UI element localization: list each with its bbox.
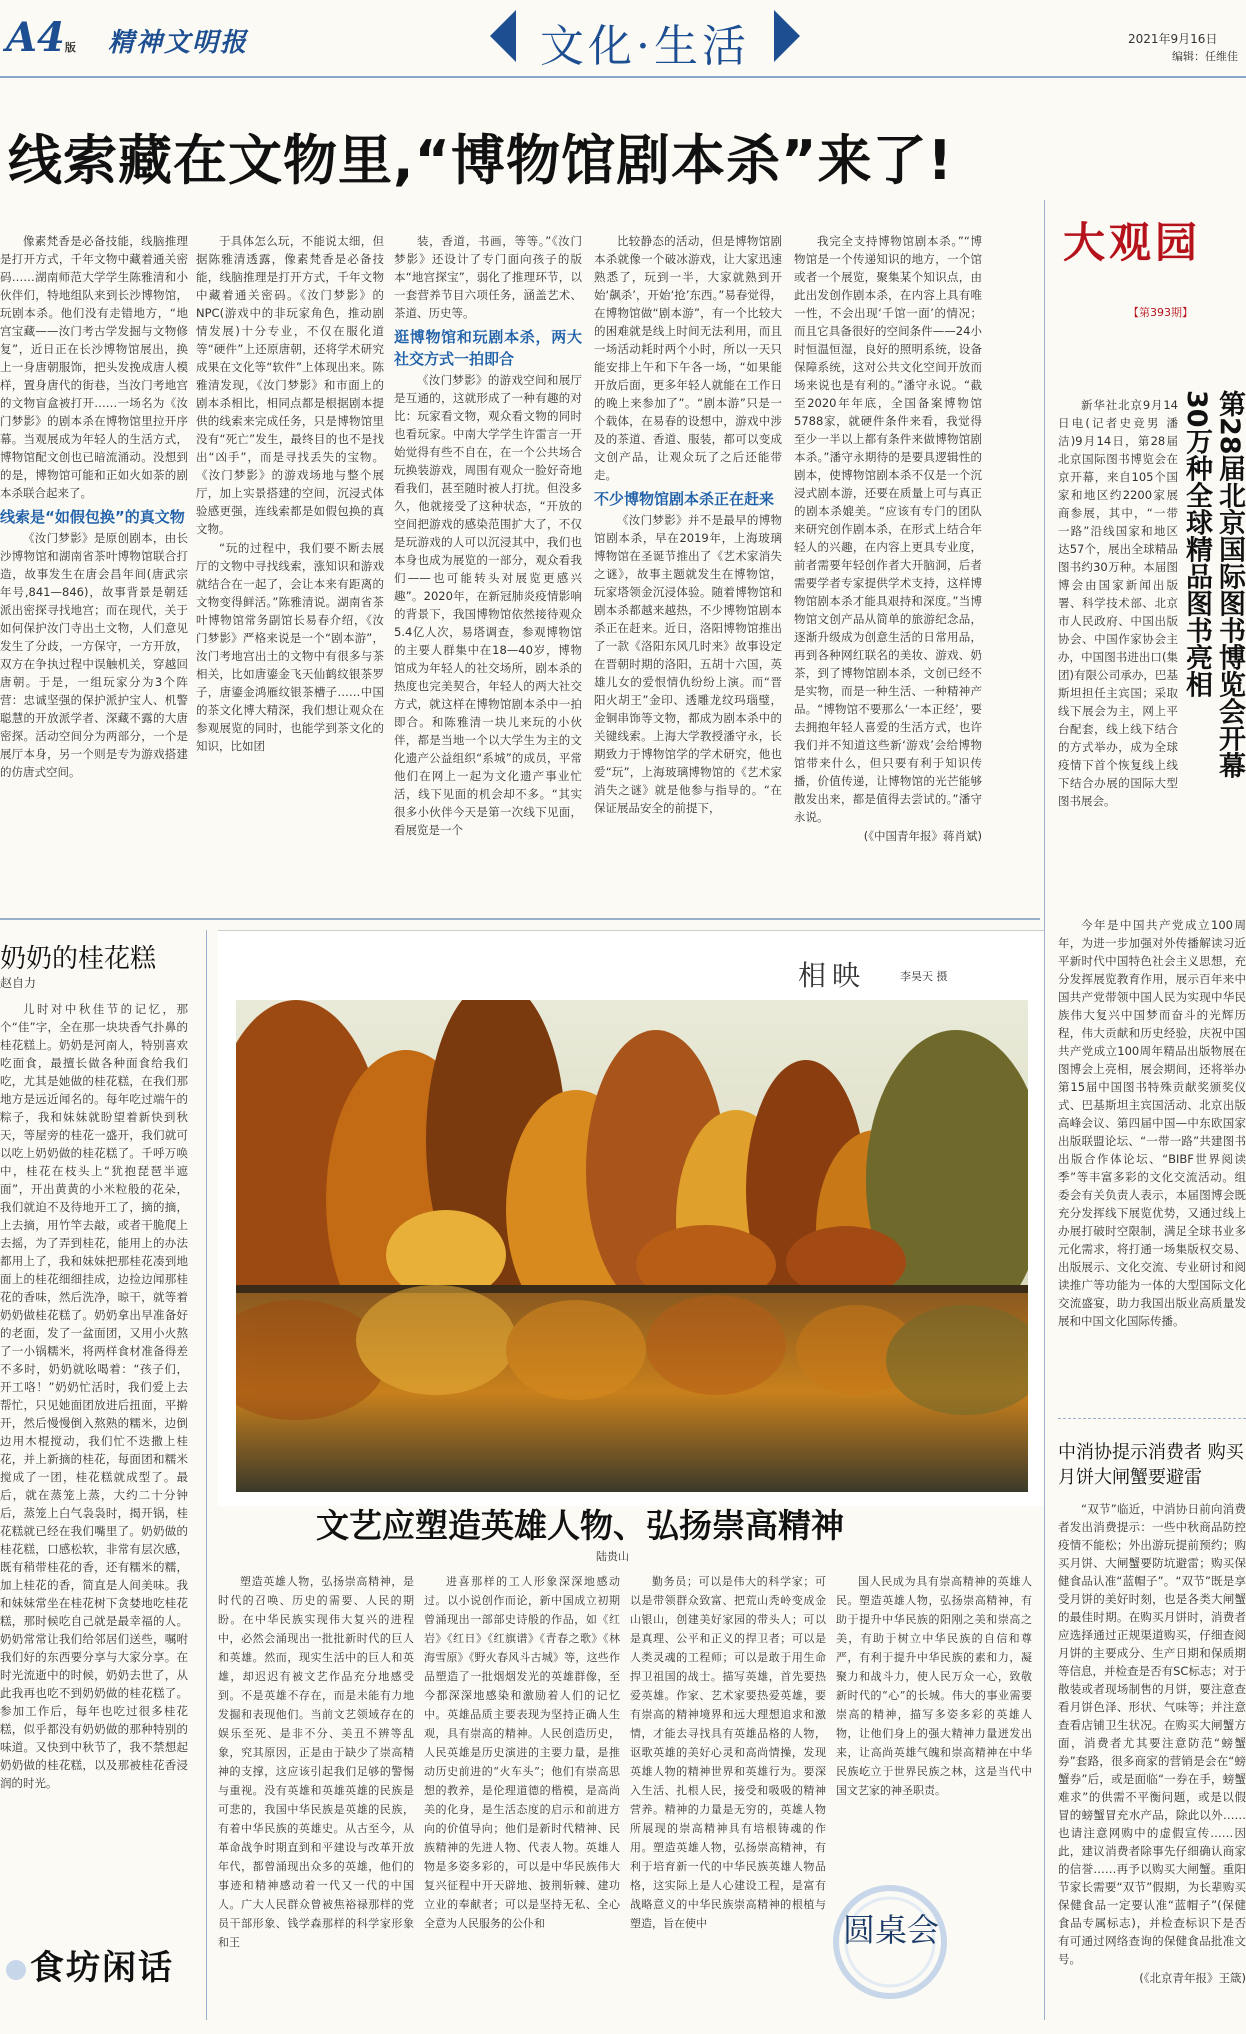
issue-number: 【第393期】 (1128, 306, 1193, 319)
essay-column-2 (424, 1572, 620, 2026)
paper-name: 精神文明报 (108, 28, 249, 58)
essay-column-1 (218, 1572, 414, 2026)
section-divider (0, 918, 1040, 920)
consumer-source: (《北京青年报》王箴) (1139, 1971, 1246, 1985)
page-suffix: 版 (64, 41, 76, 54)
page-date: 2021年9月16日 (1128, 32, 1218, 46)
photo-title: 相映 (798, 959, 867, 992)
essay-text: 国人民成为具有崇高精神的英雄人民。塑造英雄人物，弘扬崇高精神，有助于提升中华民族的阳刚之美和崇高之美，有助于树立中华民族的自信和尊严，有利于提升中华民族的素和力，凝聚力和战斗力，使人民万众一心，致敬新时代的“心”的长城。伟大的事业需要崇高的精神，描写多姿多彩的英雄人物，让他们身上的强大精神力量迸发出来，让高尚英雄气魄和崇高精神在中华民族屹立于世界民族之林，这是当代中国文艺家的神圣职责。 (836, 1575, 1032, 1797)
section-title: 文化·生活 (540, 21, 750, 72)
article-paragraph: 于具体怎么玩，不能说太细，但据陈雅清透露，像素梵香是必备技能，线脑推理是打开方式，千年文物中藏着通关密码。《汝门梦影》的NPC(游戏中的非玩家角色，推动剧情发展)十分专业，不仅在服化道等“硬件”上还原唐朝，还将学术研究成果在文化等“软件”上体现出来。陈雅清发现，《汝门梦影》和市面上的剧本杀相比，相同点都是根据剧本提供的线索来完成任务，只是博物馆里没有“死亡”发生，最终目的也不是找出“凶手”，而是寻找丢失的宝物。《汝门梦影》的游戏场地与整个展厅，加上实景搭建的空间，沉浸式体验感更强，连线索都是如假包换的真文物。 (196, 234, 384, 536)
autumn-lake-illustration (236, 1000, 1028, 1492)
essay-text: 进喜那样的工人形象深深地感动过。以小说创作而论，新中国成立初期曾涌现出一部部史诗般的作品，如《红岩》《红日》《红旗谱》《青春之歌》《林海雪原》《野火春风斗古城》等，这些作品塑造了一批烟烟发光的英雄群像，至今都深深地感染和激励着人们的记忆中。英雄品质主要表现为坚持正确人生观，具有崇高的精神。人民创造历史，人民英雄是历史演进的主要力量，是推动历史前进的“火车头”；他们有崇高思想的教养，是伦理道德的楷模，是高尚美的化身，是生活态度的启示和前进方向的价值导向；他们是新时代精神、民族精神的先进人物、代表人物。英雄人物是多姿多彩的，可以是中华民族伟大复兴征程中开天辟地、披荆斩棘、建功立业的奉献者；可以是坚持无私、全心全意为人民服务的公仆和 (424, 1575, 620, 1930)
article-paragraph: 像素梵香是必备技能，线脑推理是打开方式，千年文物中藏着通关密码……湖南师范大学学生陈雅清和小伙伴们，特地组队来到长沙博物馆，玩剧本杀。他们没有走错地方，“地宫宝藏——汝门考古学发掘与文物修复”，近日正在长沙博物馆展出，换上一身唐朝服饰，把头发挽成唐人模样，置身唐代的街巷，当汝门考地宫的文物盲盒被打开……一场名为《汝门梦影》的剧本杀在博物馆里拉开序幕。当观展成为年轻人的生活方式，博物馆配文创也已暗流涌动。没想到的是，博物馆可能和正如火如荼的剧本杀联合起来了。 (0, 234, 188, 500)
roundtable-column-label: 圆桌会 (842, 1911, 939, 1949)
article-paragraph: 我完全支持博物馆剧本杀。”“博物馆是一个传递知识的地方，一个馆或者一个展览，聚集某个知识点，由此出发创作剧本杀，在内容上具有唯一性，不会出现‘千馆一面’的情况；而且它具备很好的空间条件——24小时恒温恒湿，良好的照明系统，设备保障系统，这对公共文化空间开放而场来说也是有利的。”潘守永说。“截至2020年年底，全国备案博物馆5788家，就硬件条件来看，我觉得至少一半以上都有条件来做博物馆剧本杀。”潘守永期待的是要具逻辑性的剧本，使博物馆剧本杀不仅是一个沉浸式剧本游，还要在质量上可与真正的剧本杀媲美。“应该有专门的团队来研究创作剧本杀，在形式上结合年轻人的兴趣，在内容上更具专业度，前者需要年轻创作者大开脑洞，后者需要学者专家提供学术支持，这样博物馆剧本杀才能具艰持和深度。”当博物馆文创产品从简单的旅游纪念品，逐渐升级成为创意生活的日常用品，再到各种网红联名的美妆、游戏、奶茶，到了博物馆剧本杀，文创已经不是实物，而是一种生活、一种精神产品。“博物馆不要那么‘一本正经’，要去拥抱年轻人喜爱的生活方式，也许我们并不知道这些新‘游戏’会给博物馆带来什么，但只要有利于知识传播，价值传递，让博物馆的光芒能够散发出来，都是值得去尝试的。”潘守永说。 (794, 234, 982, 824)
book-fair-column (1058, 396, 1178, 866)
page-headline: 线索藏在文物里,“博物馆剧本杀”来了! (8, 129, 954, 192)
article-source: (《中国青年报》蒋肖斌) (863, 829, 982, 843)
grandma-story-author: 赵自力 (0, 976, 37, 990)
article-column-1 (0, 232, 188, 904)
essay-title: 文艺应塑造英雄人物、弘扬崇高精神 (316, 1506, 844, 1545)
page-number-text: A4 (6, 14, 65, 61)
grandma-story-title: 奶奶的桂花糕 (0, 944, 157, 974)
book-fair-column-2 (1058, 916, 1246, 1378)
column-logo: 大观园 (1063, 218, 1202, 267)
grandma-story-column (0, 1000, 188, 1920)
page-editor: 编辑：任维佳 (1172, 50, 1238, 63)
food-column-logo (6, 1940, 174, 1989)
article-paragraph: 《汝门梦影》的游戏空间和展厅是互通的，这就形成了一种有趣的对比：玩家看文物，观众看文物的同时也看玩家。中南大学学生许雷言一开始觉得有些不自在，在一个公共场合玩换装游戏，周围有观众一脸好奇地看我们，甚至随时被人打扰。但没多久，他就接受了这种状态，“开放的空间把游戏的感染范围扩大了，不仅是玩游戏的人可以沉浸其中，我们也本身也成为展览的一部分，观众看我们——也可能转头对展览更感兴趣”。2020年，在新冠肺炎疫情影响的背景下，我国博物馆依然接待观众5.4亿人次，易塔调查，参观博物馆的主要人群集中在18—40岁，博物馆成为年轻人的社交场所，剧本杀的热度也完美契合，年轻人的两大社交方式，就这样在博物馆剧本杀中一拍即合。和陈雅清一块儿来玩的小伙伴，都是当地一个以大学生为主的文化遗产公益组织“系城”的成员，平常他们在网上一起为文化遗产事业忙活，线下见面的机会却不多。“其实很多小伙伴今天是第一次线下见面，看展览是一个 (394, 373, 582, 837)
book-fair-text: 新华社北京9月14日电(记者史竞男 潘洁)9月14日，第28届北京国际图书博览会在京开幕，来自105个国家和地区约2200家展商参展，其中，“一带一路”沿线国家和地区达57个，展出全球精品图书约30万种。本届图博会由国家新闻出版署、科学技术部、北京市人民政府、中国出版协会、中国作家协会主办，中国图书进出口(集团)有限公司承办，巴基斯坦担任主宾国；采取线下展会为主，网上平台配套，线上线下结合的方式举办，成为全球疫情下首个恢复线上线下结合办展的国际大型图书展会。 (1058, 398, 1178, 808)
article-column-4 (594, 232, 782, 904)
autumn-lake-photo (236, 1000, 1028, 1492)
consumer-headline: 中消协提示消费者 购买月饼大闸蟹要避雷 (1058, 1442, 1244, 1488)
column-divider (206, 930, 207, 2020)
section-banner (490, 6, 800, 72)
consumer-text: “双节”临近，中消协日前向消费者发出消费提示：一些中秋商品防控疫情不能松；外出游玩提前预约；购买月饼、大闸蟹要防坑避雷；购买保健食品认准“蓝帽子”。“双节”既是享受月饼的美好时刻，也是各类大闸蟹的最佳时期。在购买月饼时，消费者应选择通过正规渠道购买，仔细查阅月饼的主要成分、生产日期和保质期等信息，并检查是否有SC标志；对于散装或者现场制售的月饼，要注意查看月饼色泽、形状、气味等；并注意查看店铺卫生状况。在购买大闸蟹方面，消费者尤其要注意防范“螃蟹券”套路，很多商家的营销是会在“螃蟹券”后，或是面临“一券在手，螃蟹难求”的供需不平衡问题，或是以假冒的螃蟹冒充水产品，除此以外……也请注意网购中的虚假宣传……因此，建议消费者除事先仔细确认商家的信誉……再予以购买大闸蟹。重阳节家长需要“双节”假期，为长辈购买保健食品一定要认准“蓝帽子”(保健食品专属标志)，并检查标识下是否有可通过网络查询的保健食品批准文号。 (1058, 1502, 1246, 1966)
essay-author: 陆贵山 (596, 1550, 629, 1563)
sidebar-divider (1058, 1418, 1246, 1419)
essay-column-3 (630, 1572, 826, 2026)
article-subheading: 不少博物馆剧本杀正在赶来 (594, 490, 775, 508)
essay-text: 勤务员；可以是伟大的科学家；可以是带领群众致富、把荒山秃岭变成金山银山，创建美好家园的带头人；可以是真理、公平和正义的捍卫者；可以是人类灵魂的工程师；可以是敢于用生命捍卫祖国的战士。描写英雄，首先要热爱英雄。作家、艺术家要热爱英雄，要有崇高的精神境界和远大理想追求和激情，才能去寻找具有英雄品格的人物，讴歌英雄的美好心灵和高尚情操，发现英雄人物的精神世界和英雄行为。要深入生活、扎根人民，接受和吸吸的精神营养。精神的力量是无穷的，英雄人物所展现的崇高精神具有培根铸魂的作用。塑造英雄人物，弘扬崇高精神，有利于培育新一代的中华民族英雄人物品格，这实际上是人心建设工程，是富有战略意义的中华民族崇高精神的根植与塑造，旨在使中 (630, 1575, 826, 1930)
photo-credit: 李昊天 摄 (900, 970, 948, 983)
left-arrow-icon (490, 10, 516, 62)
article-column-3 (394, 232, 582, 904)
article-subheading: 线索是“如假包换”的真文物 (0, 508, 185, 526)
food-column-dot-icon (6, 1960, 26, 1980)
essay-text: 塑造英雄人物，弘扬崇高精神，是时代的召唤、历史的需要、人民的期盼。在中华民族实现伟大复兴的进程中，必然会涌现出一批批新时代的巨人和英雄。然而，现实生活中的巨人和英雄，却迟迟有被文艺作品充分地感受到。不是英雄不存在，而是未能有力地发掘和表现他们。当前文艺领域存在的娱乐至死、是非不分、美丑不辨等乱象，究其原因，正是由于缺少了崇高精神的支撑，这应该引起我们足够的警惕与重视。没有英雄和英雄英雄的民族是可悲的，我国中华民族是英雄的民族，有着中华民族的英雄史。从古至今，从革命战争时期直到和平建设与改革开放年代，都曾涌现出众多的英雄，他们的事迹和精神感动着一代又一代的中国人。广大人民群众曾被焦裕禄那样的党员干部形象、钱学森那样的科学家形象和王 (218, 1575, 414, 1949)
article-column-5 (794, 232, 982, 904)
article-paragraph: 比较静态的活动，但是博物馆剧本杀就像一个破冰游戏，让大家迅速熟悉了，玩到一半，大家就熟到开始‘飙杀’，开始‘抢’东西。”易春觉得，在博物馆做“剧本游”，有一个比较大的困难就是线上时间无法利用，而且一场活动耗时两个小时，所以一天只能安排上午和下午各一场，“如果能开放后面，更多年轻人就能在工作日的晚上来参加了”。“剧本游”只是一个载体，在易春的设想中，游戏中涉及的茶道、香道、服装，都可以变成文创产品，让观众玩了之后还能带走。 (594, 234, 782, 482)
article-column-2 (196, 232, 384, 904)
book-fair-headline: 第28届北京国际图书博览会开幕 30万种全球精品图书亮相 (1181, 390, 1245, 779)
article-paragraph: 装，香道，书画，等等。”《汝门梦影》还设计了专门面向孩子的版本“地宫探宝”，弱化了推理环节，以一套营养节目六项任务，涵盖艺术、茶道、历史等。 (394, 234, 582, 320)
article-paragraph: “玩的过程中，我们要不断去展厅的文物中寻找线索，涨知识和游戏就结合在一起了，会让本来有距离的文物变得鲜活。”陈雅清说。湖南省茶叶博物馆常务副馆长易春介绍，《汝门梦影》严格来说是一个“剧本游”，汝门考地宫出土的文物中有很多与茶相关，比如唐鎏金飞天仙鹤纹银茶罗子，唐鎏金鸿雁纹银茶槽子……中国的茶文化博大精深，我们想让观众在参观展览的同时，也能学到茶文化的知识，比如团 (196, 541, 384, 753)
article-subheading: 逛博物馆和玩剧本杀，两大社交方式一拍即合 (394, 328, 582, 368)
article-paragraph: 《汝门梦影》并不是最早的博物馆剧本杀，早在2019年，上海玻璃博物馆在圣诞节推出了《艺术家消失之谜》，故事主题就发生在博物馆，玩家塔领金沉浸体验。随着博物馆和剧本杀都越来越热，不少博物馆剧本杀正在赶来。近日，洛阳博物馆推出了一款《洛阳东风几时来》故事设定在晋朝时期的洛阳，五胡十六国，英雄儿女的爱恨情仇纷纷上演。而“晋阳火胡王”金印、透雕龙纹玛瑙璧，金铜串饰等文物，都成为剧本杀中的关键线索。上海大学教授潘守永，长期致力于博物馆学的学术研究，他也爱“玩”，上海玻璃博物馆的《艺术家消失之谜》就是他参与指导的。“在保证展品安全的前提下， (594, 513, 782, 815)
right-arrow-icon (774, 10, 800, 62)
essay-column-4 (836, 1572, 1032, 1872)
column-divider (1044, 200, 1045, 2020)
grandma-story-text: 儿时对中秋佳节的记忆，那个“佳”字，全在那一块块香气扑鼻的桂花糕上。奶奶是河南人，特别喜欢吃面食，最擅长做各种面食给我们吃，尤其是她做的桂花糕，在我们那地方是远近闻名的。每年吃过端午的粽子，我和妹妹就盼望着新快到秋天，等屋旁的桂花一盛开，我们就可以吃上奶奶做的桂花糕了。千呼万唤中，桂花在枝头上“犹抱琵琶半遮面”，开出黄黄的小米粒般的花朵，我们就迫不及待地开工了，摘的摘，上去摘，用竹竿去敲，或者干脆爬上去摇，为了弄到桂花，能用上的办法都用上了，我和妹妹把那桂花凑到地面上的桂花细细挂成，边捡边闻那桂花的香味，然后洗净，晾干，就等着奶奶做桂花糕了。奶奶拿出早准备好的老面，发了一盆面团，又用小火熬了一小锅糯米，将两样食材准备得差不多时，奶奶就吆喝着：“孩子们，开工咯！”奶奶忙活时，我们爱上去帮忙，只见她面团放进后扭面，平擀开，然后慢慢倒入熬熟的糯米，边倒边用木棍搅动，我们忙不迭撒上桂花，并上新摘的桂花，每面团和糯米搅成了一团，桂花糕就成型了。最后，就在蒸笼上蒸，大约二十分钟后，蒸笼上白气袅袅时，揭开锅，桂花糕就已经在我们嘴里了。奶奶做的桂花糕，口感松软，非常有层次感，既有稍带桂花的香，还有糯米的糯，加上桂花的香，简直是人间美味。我和妹妹常坐在桂花树下贪婪地吃桂花糕，那时候吃自己就是最幸福的人。奶奶常常让我们给邻居们送些，嘱咐我们好的东西要分享与大家分享。在时光流逝中的时候，奶奶去世了，从此我再也吃不到奶奶做的桂花糕了。参加工作后，每年也吃过很多桂花糕，似乎都没有奶奶做的那种特别的味道。又快到中秋节了，我不禁想起奶奶做的桂花糕，以及那被桂花香浸润的时光。 (0, 1002, 188, 1790)
food-column-label: 食坊闲话 (30, 1948, 174, 1988)
book-fair-text-2: 今年是中国共产党成立100周年，为进一步加强对外传播解读习近平新时代中国特色社会主义思想，充分发挥展览教育作用，展示百年来中国共产党带领中国人民为实现中华民族伟大复兴中国梦而奋斗的光辉历程，伟大贡献和历史经验，庆祝中国共产党成立100周年精品出版物展在图博会上亮相，展会期间，还将举办第15届中国图书特殊贡献奖颁奖仪式、巴基斯坦主宾国活动、北京出版高峰会议、第四届中国—中东欧国家出版联盟论坛、“一带一路”共建图书出版合作体论坛、“BIBF世界阅读季”等丰富多彩的文化交流活动。组委会有关负责人表示，本届图博会既充分发挥线下展览优势，又通过线上办展打破时空限制，满足全球书业多元化需求，将打通一场集版权交易、出版展示、文化交流、专业研讨和阅读推广等功能为一体的大型国际文化交流盛宴，助力我国出版业高质量发展和中国文化国际传播。 (1058, 918, 1246, 1328)
page-number (6, 14, 76, 61)
consumer-column (1058, 1500, 1246, 2020)
article-paragraph: 《汝门梦影》是原创剧本，由长沙博物馆和湖南省茶叶博物馆联合打造，故事发生在唐会昌年间(唐武宗年号,841—846)，故事背景是朝廷派出密探寻找地宫；而在现代，关于如何保护汝门寺出土文物，人们意见发生了分歧，一方保守，一方开放，双方在争执过程中误触机关，穿越回唐朝。于是，一组玩家分为3个阵营：忠诚坚强的保护派护宝人、机警聪慧的开放派学者、深藏不露的大唐密探。活动空间分为两部分，一个是展厅本身，另一个则是专为游戏搭建的仿唐式空间。 (0, 531, 188, 779)
